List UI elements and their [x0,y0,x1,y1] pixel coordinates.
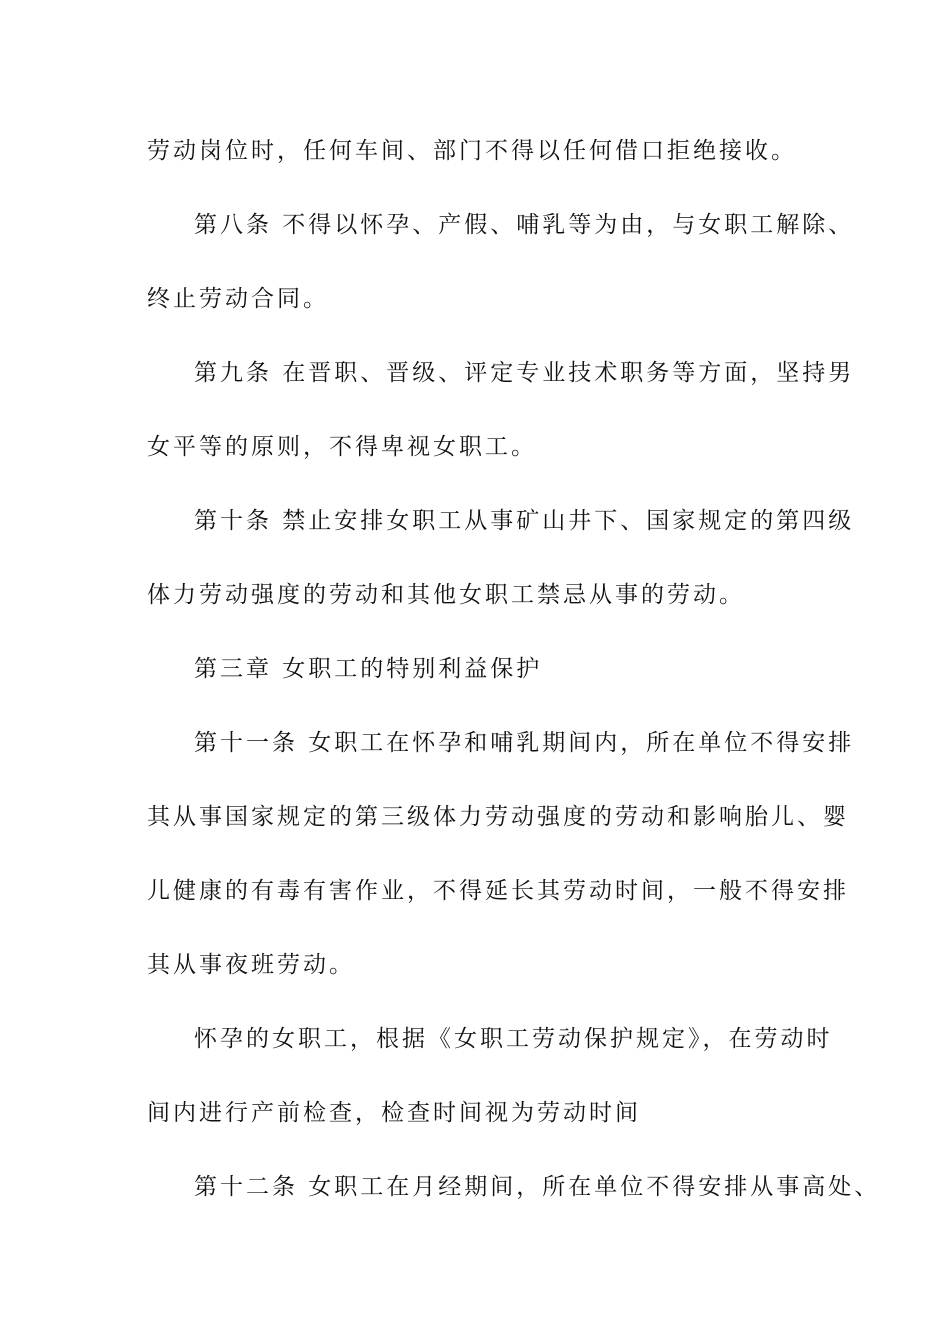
chapter-3-heading: 第三章 女职工的特别利益保护 [194,656,543,682]
article-11-line-1: 第十一条 女职工在怀孕和哺乳期间内，所在单位不得安排 [194,730,855,756]
text-line-1: 劳动岗位时，任何车间、部门不得以任何借口拒绝接收。 [147,138,797,164]
article-9-line-1: 第九条 在晋职、晋级、评定专业技术职务等方面，坚持男 [194,360,855,386]
article-11-line-3: 儿健康的有毒有害作业，不得延长其劳动时间，一般不得安排 [147,878,849,904]
article-10-line-2: 体力劳动强度的劳动和其他女职工禁忌从事的劳动。 [147,582,745,608]
article-9-line-2: 女平等的原则，不得卑视女职工。 [147,434,537,460]
article-11-line-2: 其从事国家规定的第三级体力劳动强度的劳动和影响胎儿、婴 [147,804,849,830]
pregnancy-para-line-1: 怀孕的女职工，根据《女职工劳动保护规定》，在劳动时 [194,1026,833,1052]
pregnancy-para-line-2: 间内进行产前检查，检查时间视为劳动时间 [147,1100,641,1126]
article-11-line-4: 其从事夜班劳动。 [147,952,355,978]
article-10-line-1: 第十条 禁止安排女职工从事矿山井下、国家规定的第四级 [194,508,855,534]
article-8-line-1: 第八条 不得以怀孕、产假、哺乳等为由，与女职工解除、 [194,212,855,238]
article-8-line-2: 终止劳动合同。 [147,286,329,312]
article-12-line-1: 第十二条 女职工在月经期间，所在单位不得安排从事高处、 [194,1174,881,1200]
